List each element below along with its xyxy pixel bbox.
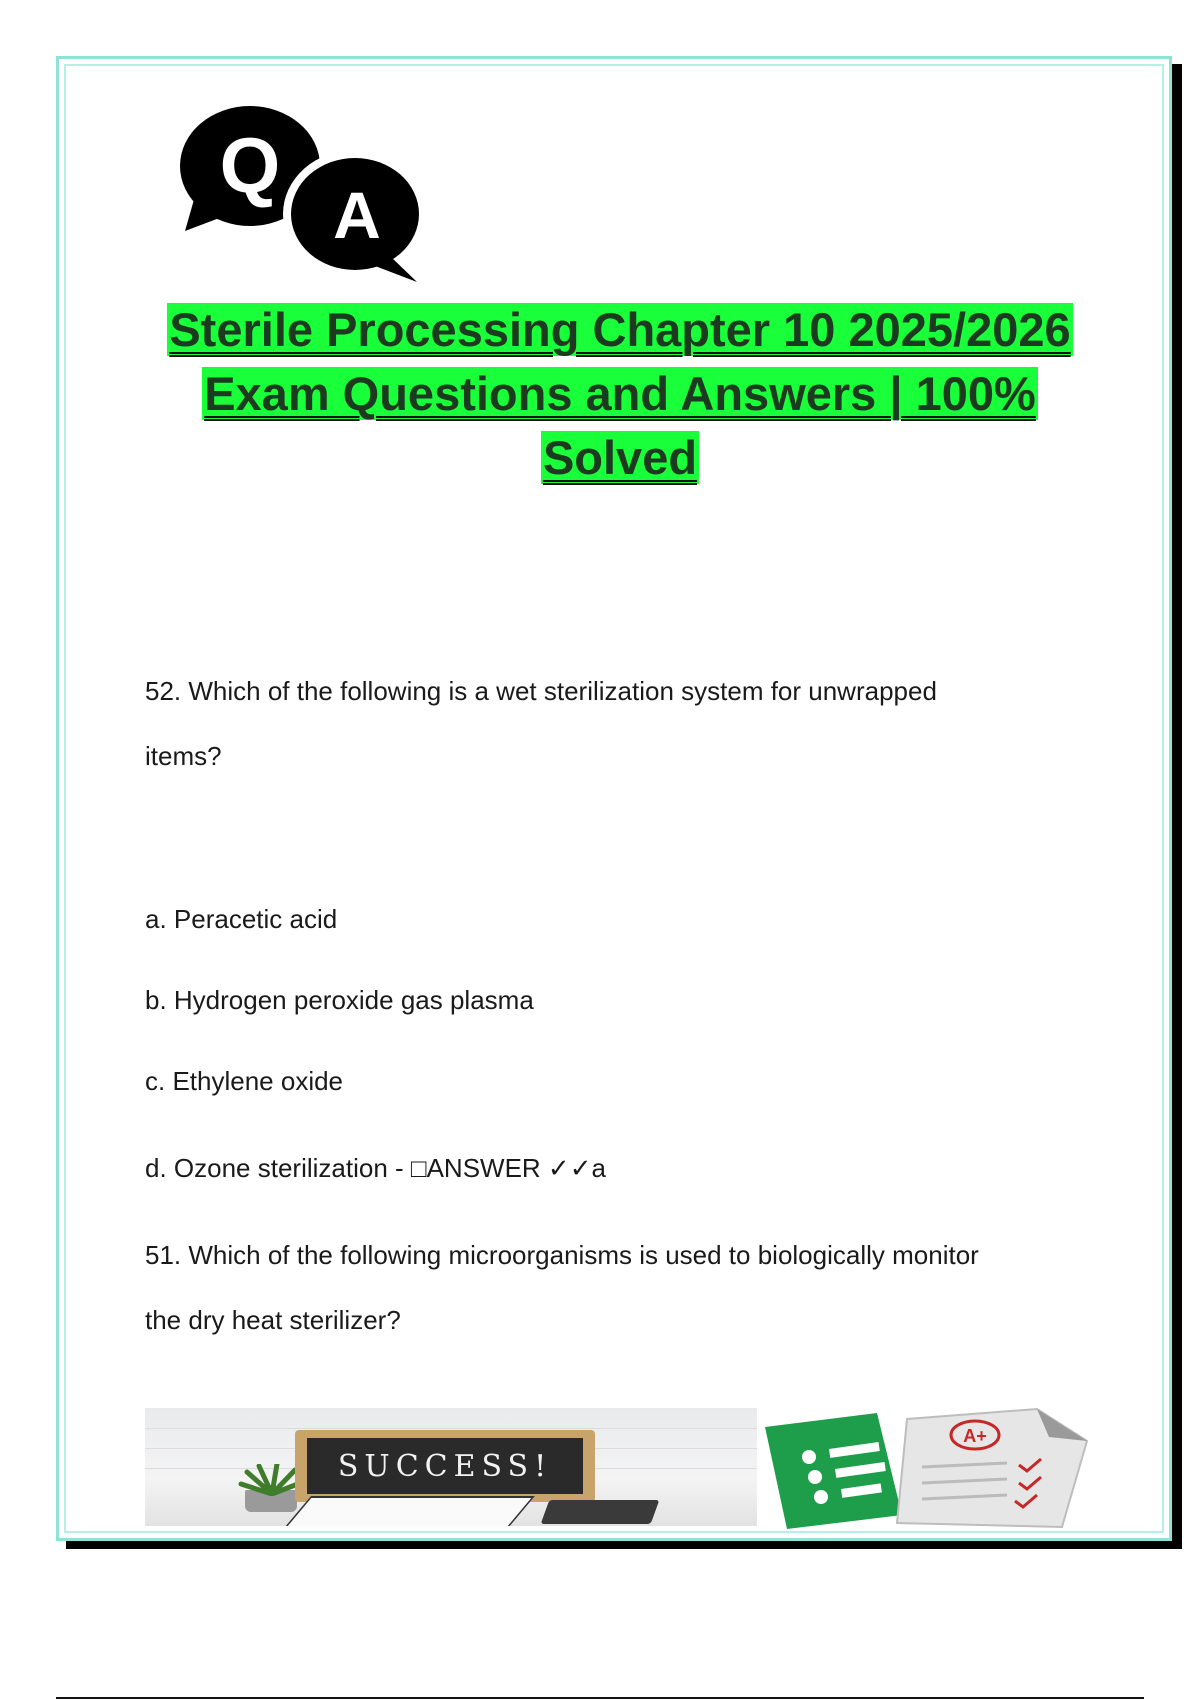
title-line-3: Solved bbox=[542, 431, 698, 484]
title-line-2: Exam Questions and Answers | 100% bbox=[204, 367, 1036, 420]
option-a: a. Peracetic acid bbox=[145, 904, 338, 934]
grade-badge: A+ bbox=[963, 1426, 987, 1446]
q-letter: Q bbox=[219, 121, 281, 209]
spreadsheet-icon bbox=[765, 1413, 902, 1529]
option-b: b. Hydrogen peroxide gas plasma bbox=[145, 985, 534, 1015]
chalkboard bbox=[295, 1430, 595, 1502]
clipboard-icon bbox=[279, 1496, 535, 1526]
chalkboard-text: SUCCESS! bbox=[307, 1438, 583, 1494]
a-bubble-icon bbox=[283, 150, 427, 282]
qa-logo bbox=[175, 96, 435, 286]
success-banner-image bbox=[145, 1408, 757, 1526]
banner-plank-line bbox=[145, 1428, 757, 1429]
option-d-with-answer: d. Ozone sterilization - □ANSWER ✓✓a bbox=[145, 1153, 606, 1183]
title-line-1: Sterile Processing Chapter 10 2025/2026 bbox=[169, 303, 1071, 356]
question-52-text-line-2: items? bbox=[145, 741, 222, 771]
option-c: c. Ethylene oxide bbox=[145, 1066, 344, 1096]
question-51-text-line-2: the dry heat sterilizer? bbox=[145, 1305, 401, 1335]
question-51-text-line-1: 51. Which of the following microorganisms is used to biologically monitor bbox=[145, 1240, 979, 1270]
graded-paper-graphic bbox=[757, 1405, 1092, 1530]
document-title bbox=[100, 298, 1140, 490]
question-52-text-line-1: 52. Which of the following is a wet sterilization system for unwrapped bbox=[145, 676, 937, 706]
footer-rule bbox=[56, 1697, 1144, 1699]
a-letter: A bbox=[333, 178, 381, 252]
graded-test-paper-icon bbox=[897, 1409, 1087, 1527]
calculator-icon bbox=[541, 1500, 660, 1524]
